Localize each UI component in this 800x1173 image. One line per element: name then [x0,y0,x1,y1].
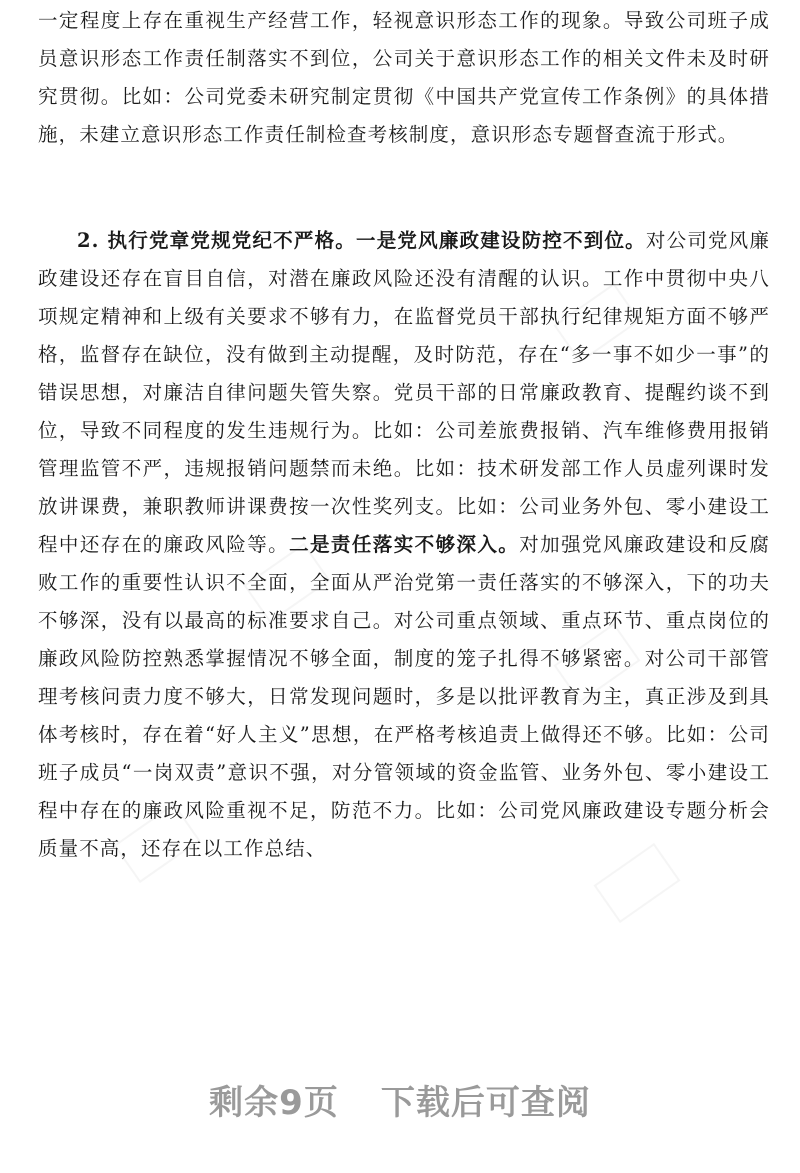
paragraph1-text: 一定程度上存在重视生产经营工作，轻视意识形态工作的现象。导致公司班子成员意识形态工作责任制落实不到位，公司关于意识形态工作的相关文件未及时研究贯彻。比如：公司党委未研究制定贯彻《中国共产党宣传工作条例》的具体措施，未建立意识形态工作责任制检查考核制度，意识形态专题督查流于形式。 [38,9,770,146]
sub-heading-2: 二是责任落实不够深入。 [289,533,520,556]
paragraph-section-2 [38,222,770,868]
download-footer [0,1075,800,1124]
remaining-pages-label: 剩余9页 [209,1083,339,1123]
paragraph-continuation [38,2,770,154]
section-heading: 2. 执行党章党规党纪不严格。 [77,229,356,252]
download-to-view-label: 下载后可查阅 [380,1083,591,1123]
sub-text-1: 对公司党风廉政建设还存在盲目自信，对潜在廉政风险还没有清醒的认识。工作中贯彻中央八项规定精神和上级有关要求不够有力，在监督党员干部执行纪律规矩方面不够严格，监督存在缺位，没有做到主动提醒，及时防范，存在“多一事不如少一事”的错误思想，对廉洁自律问题失管失察。党员干部的日常廉政教育、提醒约谈不到位，导致不同程度的发生违规行为。比如：公司差旅费报销、汽车维修费用报销管理监管不严，违规报销问题禁而未绝。比如：技术研发部工作人员虚列课时发放讲课费，兼职教师讲课费按一次性奖列支。比如：公司业务外包、零小建设工程中还存在的廉政风险等。 [38,229,770,556]
sub-text-2: 对加强党风廉政建设和反腐败工作的重要性认识不全面，全面从严治党第一责任落实的不够深入，下的功夫不够深，没有以最高的标准要求自己。对公司重点领域、重点环节、重点岗位的廉政风险防控熟悉掌握情况不够全面，制度的笼子扎得不够紧密。对公司干部管理考核问责力度不够大，日常发现问题时，多是以批评教育为主，真正涉及到具体考核时，存在着“好人主义”思想，在严格考核追责上做得还不够。比如：公司班子成员“一岗双责”意识不强，对分管领域的资金监管、业务外包、零小建设工程中存在的廉政风险重视不足，防范不力。比如：公司党风廉政建设专题分析会质量不高，还存在以工作总结、 [38,533,770,860]
sub-heading-1: 一是党风廉政建设防控不到位。 [356,229,646,252]
